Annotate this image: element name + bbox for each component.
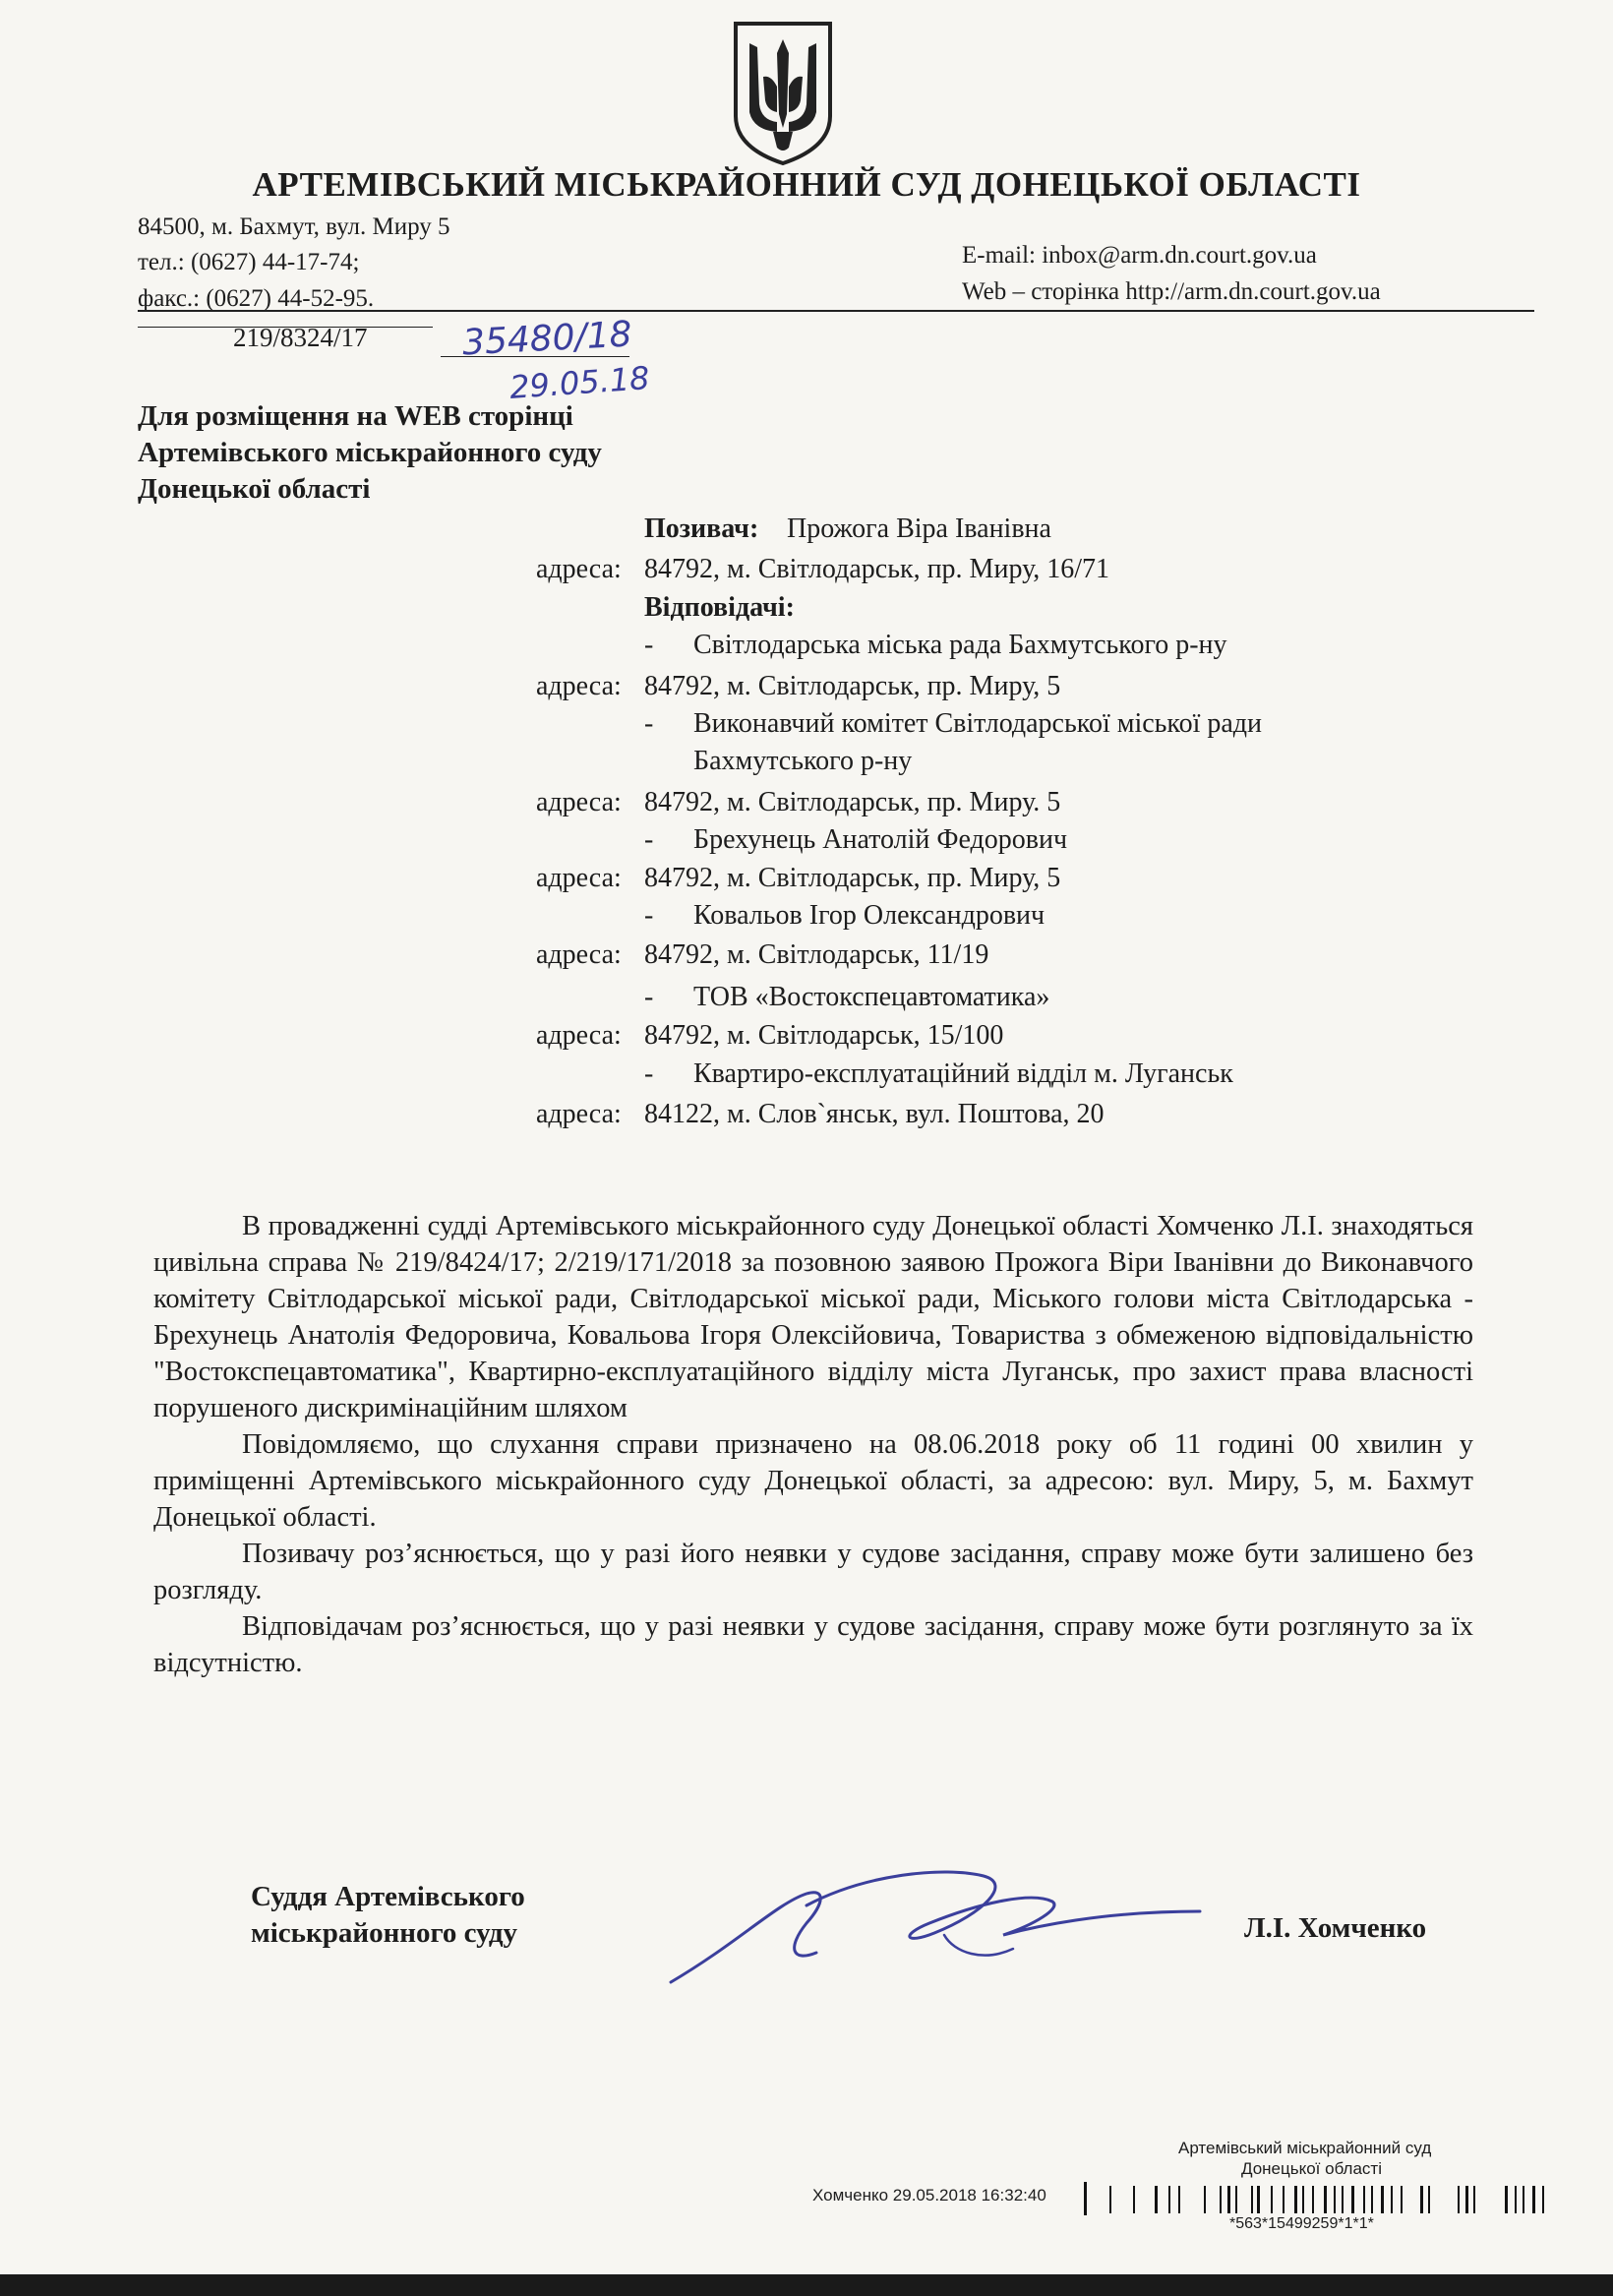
letter-body: [153, 1208, 1473, 1681]
plaintiff-label: Позивач:: [644, 514, 759, 544]
web-notice-line: Донецької області: [138, 473, 371, 505]
signatory-title-line: міськрайонного суду: [251, 1917, 518, 1949]
web-notice-line: Для розміщення на WEB сторінці: [138, 400, 573, 432]
defendant-address: 84792, м. Світлодарськ, пр. Миру, 5: [644, 863, 1061, 893]
trident-emblem-icon: [728, 18, 838, 167]
scan-border: [0, 2274, 1613, 2296]
plaintiff-address: 84792, м. Світлодарськ, пр. Миру, 16/71: [644, 554, 1110, 584]
defendant-name-line2: Бахмутського р-ну: [693, 746, 913, 776]
court-name: АРТЕМІВСЬКИЙ МІСЬКРАЙОННИЙ СУД ДОНЕЦЬКОЇ ОБЛАСТІ: [252, 165, 1361, 204]
plaintiff-name: Прожога Віра Іванівна: [787, 514, 1051, 544]
court-fax: факс.: (0627) 44-52-95.: [138, 285, 375, 312]
list-dash: -: [644, 982, 654, 1012]
defendant-name: Брехунець Анатолій Федорович: [693, 824, 1068, 855]
address-label: адреса:: [536, 939, 622, 970]
list-dash: -: [644, 900, 654, 931]
barcode-icon: [1084, 2182, 1566, 2215]
stamp-court-line: Артемівський міськрайонний суд: [1178, 2139, 1432, 2157]
signatory-title: [251, 1879, 525, 1952]
body-paragraph: В провадженні судді Артемівського міськрайонного суду Донецької області Хомченко Л.І. знаходяться цивільна справа № 219/8424/17; 2/219/171/2018 за позовною заявою Прожога Віри Іванівни до Виконавчого комітету Світлодарської міської ради, Світлодарської міської ради, Міського голови міста Світлодарська - Брехунець Анатолія Федоровича, Ковальова Ігоря Олексійовича, Товариства з обмеженою відповідальністю "Востокспецавтоматика", Квартирно-експлуатаційного відділу міста Луганськ, про захист права власності порушеного дискримінаційним шляхом: [153, 1211, 1473, 1423]
address-label: адреса:: [536, 1099, 622, 1129]
court-email: E-mail: inbox@arm.dn.court.gov.ua: [962, 242, 1317, 269]
web-placement-notice: [138, 398, 602, 508]
defendant-address: 84792, м. Світлодарськ, 15/100: [644, 1020, 1004, 1051]
defendant-name: Світлодарська міська рада Бахмутського р-ну: [693, 630, 1227, 660]
defendants-label: Відповідачі:: [644, 592, 795, 623]
defendant-address: 84792, м. Світлодарськ, 11/19: [644, 939, 989, 970]
address-label: адреса:: [536, 863, 622, 893]
defendant-name: Квартиро-експлуатаційний відділ м. Луганськ: [693, 1058, 1233, 1089]
handwritten-incoming-number: 35480/18: [461, 314, 633, 364]
address-label: адреса:: [536, 671, 622, 701]
list-dash: -: [644, 1058, 654, 1089]
barcode-text: *563*15499259*1*1*: [1229, 2215, 1374, 2232]
signatory-title-line: Суддя Артемівського: [251, 1881, 525, 1912]
defendant-name: ТОВ «Востокспецавтоматика»: [693, 982, 1050, 1012]
address-label: адреса:: [536, 554, 622, 584]
court-phone: тел.: (0627) 44-17-74;: [138, 249, 360, 275]
handwritten-incoming-date: 29.05.18: [508, 359, 651, 406]
defendant-address: 84792, м. Світлодарськ, пр. Миру, 5: [644, 671, 1061, 701]
body-paragraph: Повідомляємо, що слухання справи призначено на 08.06.2018 року об 11 годині 00 хвилин у приміщенні Артемівського міськрайонного суду Донецької області, за адресою: вул. Миру, 5, м. Бахмут Донецької області.: [153, 1429, 1473, 1533]
body-paragraph: Відповідачам роз’яснюється, що у разі неявки у судове засідання, справу може бути розглянуто за їх відсутністю.: [153, 1611, 1473, 1678]
court-address: 84500, м. Бахмут, вул. Миру 5: [138, 213, 450, 240]
defendant-name: Виконавчий комітет Світлодарської міської ради: [693, 708, 1263, 739]
stamp-region-line: Донецької області: [1241, 2159, 1382, 2178]
court-website: Web – сторінка http://arm.dn.court.gov.ua: [962, 278, 1381, 305]
defendant-address: 84122, м. Слов`янськ, вул. Поштова, 20: [644, 1099, 1105, 1129]
registration-number: 219/8324/17: [233, 323, 368, 352]
body-paragraph: Позивачу роз’яснюється, що у разі його неявки у судове засідання, справу може бути залишено без розгляду.: [153, 1539, 1473, 1605]
web-notice-line: Артемівського міськрайонного суду: [138, 437, 602, 468]
address-label: адреса:: [536, 787, 622, 817]
handwritten-signature-icon: [659, 1854, 1210, 1997]
signatory-name: Л.І. Хомченко: [1244, 1912, 1427, 1944]
list-dash: -: [644, 708, 654, 739]
stamp-operator-datetime: Хомченко 29.05.2018 16:32:40: [812, 2186, 1046, 2205]
list-dash: -: [644, 824, 654, 855]
header-divider: [138, 310, 1534, 312]
defendant-name: Ковальов Ігор Олександрович: [693, 900, 1045, 931]
address-label: адреса:: [536, 1020, 622, 1051]
defendant-address: 84792, м. Світлодарськ, пр. Миру. 5: [644, 787, 1061, 817]
list-dash: -: [644, 630, 654, 660]
